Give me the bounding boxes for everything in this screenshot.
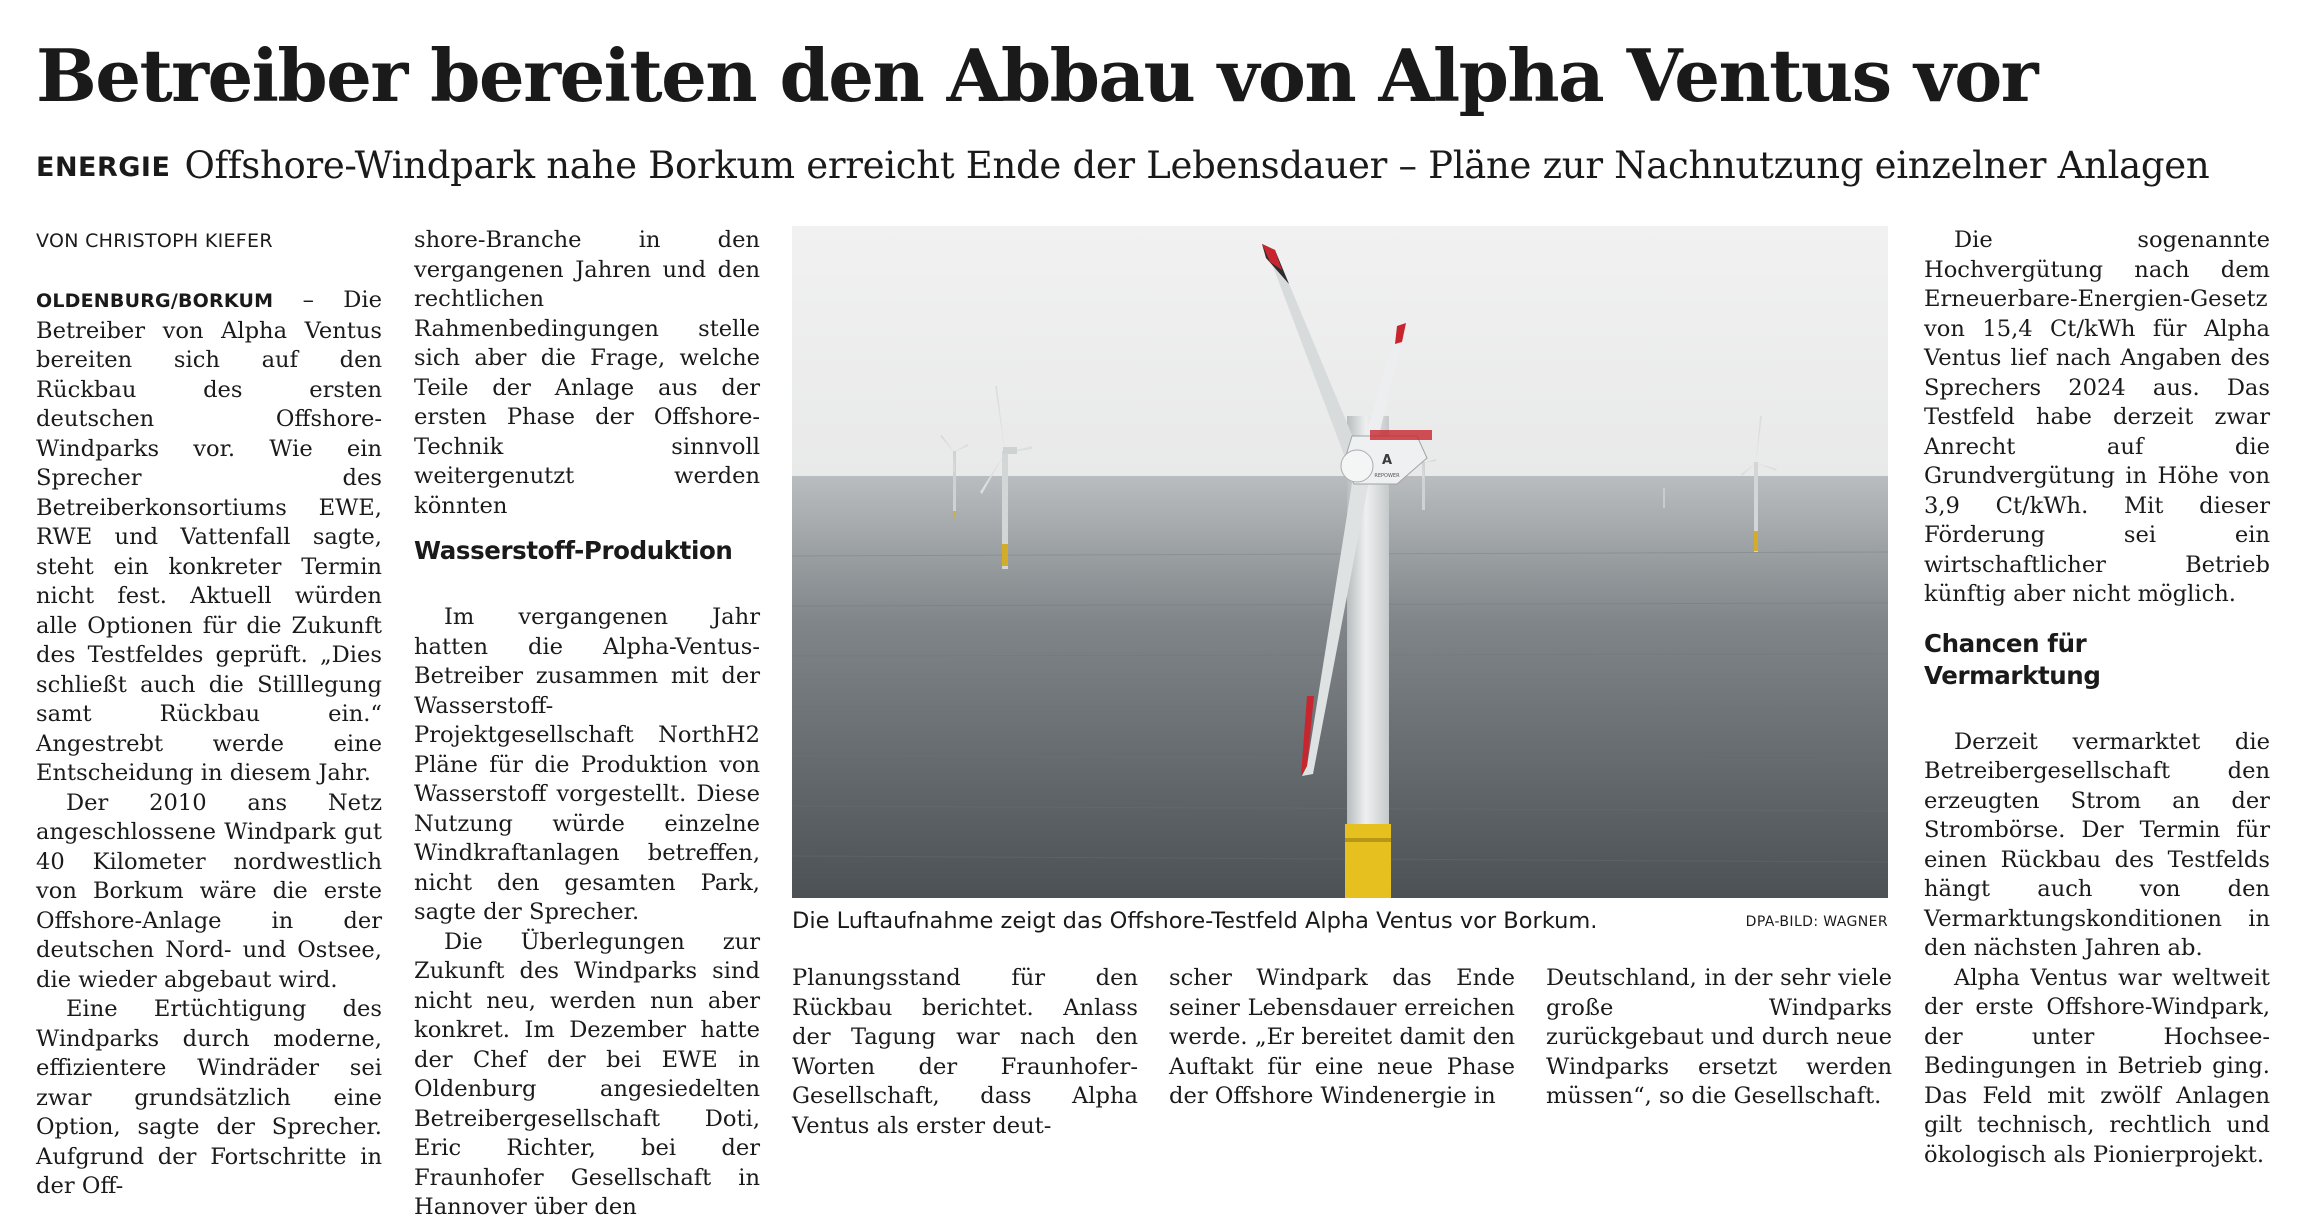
- paragraph: shore-Branche in den vergangenen Jahren und den rechtlichen Rahmenbedingungen stelle sich aber die Frage, welche Teile der Anlage aus der ersten Phase der Offshore-Technik sinnvoll weitergenutzt werden könnten: [414, 227, 760, 519]
- kicker: ENERGIE: [36, 152, 171, 183]
- photo-caption: Die Luftaufnahme zeigt das Offshore-Testfeld Alpha Ventus vor Borkum.: [792, 908, 1598, 934]
- paragraph: Der 2010 ans Netz angeschlossene Windpark gut 40 Kilometer nordwestlich von Borkum wäre die erste Offshore-Anlage in der deutschen Nord- und Ostsee, die wieder abgebaut wird.: [36, 789, 382, 993]
- distant-turbine: [1663, 488, 1665, 508]
- article-column-3: [792, 964, 1138, 1141]
- subheading-wasserstoff: Wasserstoff-Produktion: [414, 536, 733, 565]
- paragraph-text: – Die Betreiber von Alpha Ventus bereiten sich auf den Rückbau des ersten deutschen Offshore-Windparks vor. Wie ein Sprecher des Betreiberkonsortiums EWE, RWE und Vattenfall sagte, steht ein konkreter Termin nicht fest. Aktuell würden alle Optionen für die Zukunft des Testfeldes geprüft. „Dies schließt auch die Stilllegung samt Rückbau ein.“ Angestrebt werde eine Entscheidung in diesem Jahr.: [36, 287, 382, 786]
- article-column-6: [1924, 226, 2270, 1170]
- paragraph: scher Windpark das Ende seiner Lebensdauer erreichen werde. „Er bereitet damit den Auftakt für eine neue Phase der Offshore Windenergie in: [1169, 965, 1515, 1109]
- paragraph: Deutschland, in der sehr viele große Windparks zurückgebaut und durch neue Windparks ersetzt werden müssen“, so die Gesellschaft.: [1546, 965, 1892, 1109]
- paragraph: Im vergangenen Jahr hatten die Alpha-Ventus-Betreiber zusammen mit der Wasserstoff-Projektgesellschaft NorthH2 Pläne für die Produktion von Wasserstoff vorgestellt. Diese Nutzung würde einzelne Windkraftanlagen betreffen, nicht den gesamten Park, sagte der Sprecher.: [414, 604, 760, 925]
- photo-caption-bar: [792, 904, 1888, 938]
- byline: VON CHRISTOPH KIEFER: [36, 230, 273, 252]
- turbine-foundation: [1345, 824, 1391, 898]
- dateline: OLDENBURG/BORKUM: [36, 290, 274, 312]
- paragraph: Derzeit vermarktet die Betreibergesellschaft den erzeugten Strom an der Strombörse. Der Termin für einen Rückbau des Testfelds hängt auch von den Vermarktungskonditionen in den nächsten Jahren ab.: [1924, 728, 2270, 961]
- paragraph: Die sogenannte Hochvergütung nach dem Erneuerbare-Energien-Gesetz von 15,4 Ct/kWh für Alpha Ventus lief nach Angaben des Sprechers 2024 aus. Das Testfeld habe derzeit zwar Anrecht auf die Grundvergütung in Höhe von 3,9 Ct/kWh. Mit dieser Förderung sei ein wirtschaftlicher Betrieb künftig aber nicht möglich.: [1924, 227, 2270, 607]
- paragraph: Alpha Ventus war weltweit der erste Offshore-Windpark, der unter Hochsee-Bedingungen in Betrieb ging. Das Feld mit zwölf Anlagen gilt technisch, rechtlich und ökologisch als Pionierprojekt.: [1924, 964, 2270, 1168]
- subheading-vermarktung: Chancen für Vermarktung: [1924, 628, 2101, 690]
- paragraph: Planungsstand für den Rückbau berichtet. Anlass der Tagung war nach den Worten der Fraunhofer-Gesellschaft, dass Alpha Ventus als erster deut-: [792, 965, 1138, 1139]
- article-column-5: [1546, 964, 1892, 1112]
- nacelle-logo: A: [1381, 453, 1393, 468]
- headline: Betreiber bereiten den Abbau von Alpha Ventus vor: [36, 33, 2037, 118]
- wind-farm-photo: [792, 226, 1888, 898]
- wind-farm-illustration: [792, 226, 1888, 898]
- article-column-2: [414, 226, 760, 1223]
- photo-credit: DPA-BILD: WAGNER: [1745, 914, 1888, 930]
- nacelle-brand: REPOWER: [1374, 473, 1400, 479]
- article-column-1: [36, 226, 382, 1202]
- paragraph: Die Überlegungen zur Zukunft des Windparks sind nicht neu, werden nun aber konkret. Im Dezember hatte der Chef der bei EWE in Oldenburg angesiedelten Betreibergesellschaft Doti, Eric Richter, bei der Fraunhofer Gesellschaft in Hannover über den: [414, 928, 760, 1220]
- paragraph: Eine Ertüchtigung des Windparks durch moderne, effizientere Windräder sei zwar grundsätzlich eine Option, sagte der Sprecher. Aufgrund der Fortschritte in der Off-: [36, 996, 382, 1199]
- subheadline-line: [36, 138, 2209, 196]
- sea: [792, 476, 1888, 898]
- paragraph: [36, 286, 382, 789]
- subheadline: Offshore-Windpark nahe Borkum erreicht Ende der Lebensdauer – Pläne zur Nachnutzung einzelner Anlagen: [184, 144, 2210, 187]
- article-column-4: [1169, 964, 1515, 1112]
